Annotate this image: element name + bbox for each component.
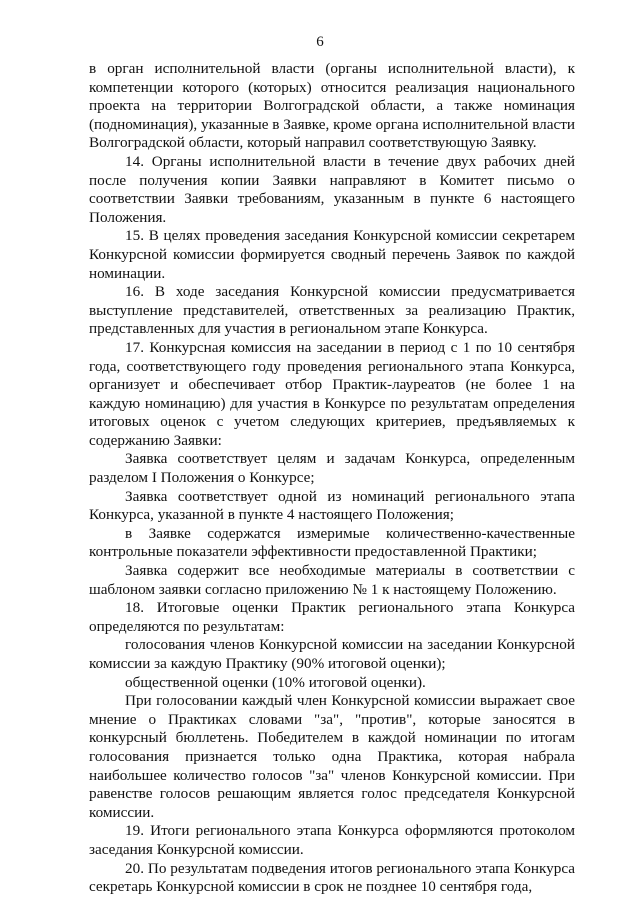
voting-procedure: При голосовании каждый член Конкурсной комиссии выражает свое мнение о Практиках словами "за", "против", которые заносятся в конкурсный бюллетень. Победителем в каждой номинации по итогам голосования признается только одна Практика, которая набрала наибольшее количество голосов "за" членов Конкурсной комиссии. При равенстве голосов решающим является голос председателя Конкурсной комиссии. <box>89 692 575 821</box>
criterion-indicators: в Заявке содержатся измеримые количественно-качественные контрольные показатели эффективности предоставленной Практики; <box>89 524 575 561</box>
paragraph-14: 14. Органы исполнительной власти в течение двух рабочих дней после получения копии Заявки направляют в Комитет письмо о соответствии Заявки требованиям, указанным в пункте 6 настоящего Положения. <box>89 152 575 226</box>
criterion-goals: Заявка соответствует целям и задачам Конкурса, определенным разделом I Положения о Конкурсе; <box>89 450 575 487</box>
criterion-materials: Заявка содержит все необходимые материалы в соответствии с шаблоном заявки согласно приложению № 1 к настоящему Положению. <box>89 562 575 598</box>
document-body <box>89 60 575 897</box>
paragraph-17: 17. Конкурсная комиссия на заседании в период с 1 по 10 сентября года, соответствующего году проведения регионального этапа Конкурса, организует и обеспечивает отбор Практик-лауреатов (не более 1 на каждую номинацию) для участия в Конкурсе по результатам определения итоговых оценок с учетом следующих критериев, предъявляемых к содержанию Заявки: <box>89 338 575 449</box>
page-number: 6 <box>316 34 324 50</box>
paragraph-continuation: в орган исполнительной власти (органы исполнительной власти), к компетенции которого (которых) относится реализация национального проекта на территории Волгоградской области, а также номинация (подноминация), указанные в Заявке, кроме органа исполнительной власти Волгоградской области, который направил соответствующую Заявку. <box>89 60 575 152</box>
score-voting: голосования членов Конкурсной комиссии на заседании Конкурсной комиссии за каждую Практику (90% итоговой оценки); <box>89 636 575 672</box>
paragraph-15: 15. В целях проведения заседания Конкурсной комиссии секретарем Конкурсной комиссии формируется сводный перечень Заявок по каждой номинации. <box>89 227 575 282</box>
score-public: общественной оценки (10% итоговой оценки). <box>125 673 426 691</box>
paragraph-18: 18. Итоговые оценки Практик регионального этапа Конкурса определяются по результатам: <box>89 599 575 635</box>
paragraph-19: 19. Итоги регионального этапа Конкурса оформляются протоколом заседания Конкурсной комиссии. <box>89 822 575 858</box>
criterion-nomination: Заявка соответствует одной из номинаций регионального этапа Конкурса, указанной в пункте 4 настоящего Положения; <box>89 487 575 524</box>
paragraph-16: 16. В ходе заседания Конкурсной комиссии предусматривается выступление представителей, ответственных за реализацию Практик, представленных для участия в региональном этапе Конкурса. <box>89 283 575 338</box>
paragraph-20: 20. По результатам подведения итогов регионального этапа Конкурса секретарь Конкурсной комиссии в срок не позднее 10 сентября года, <box>89 859 575 896</box>
